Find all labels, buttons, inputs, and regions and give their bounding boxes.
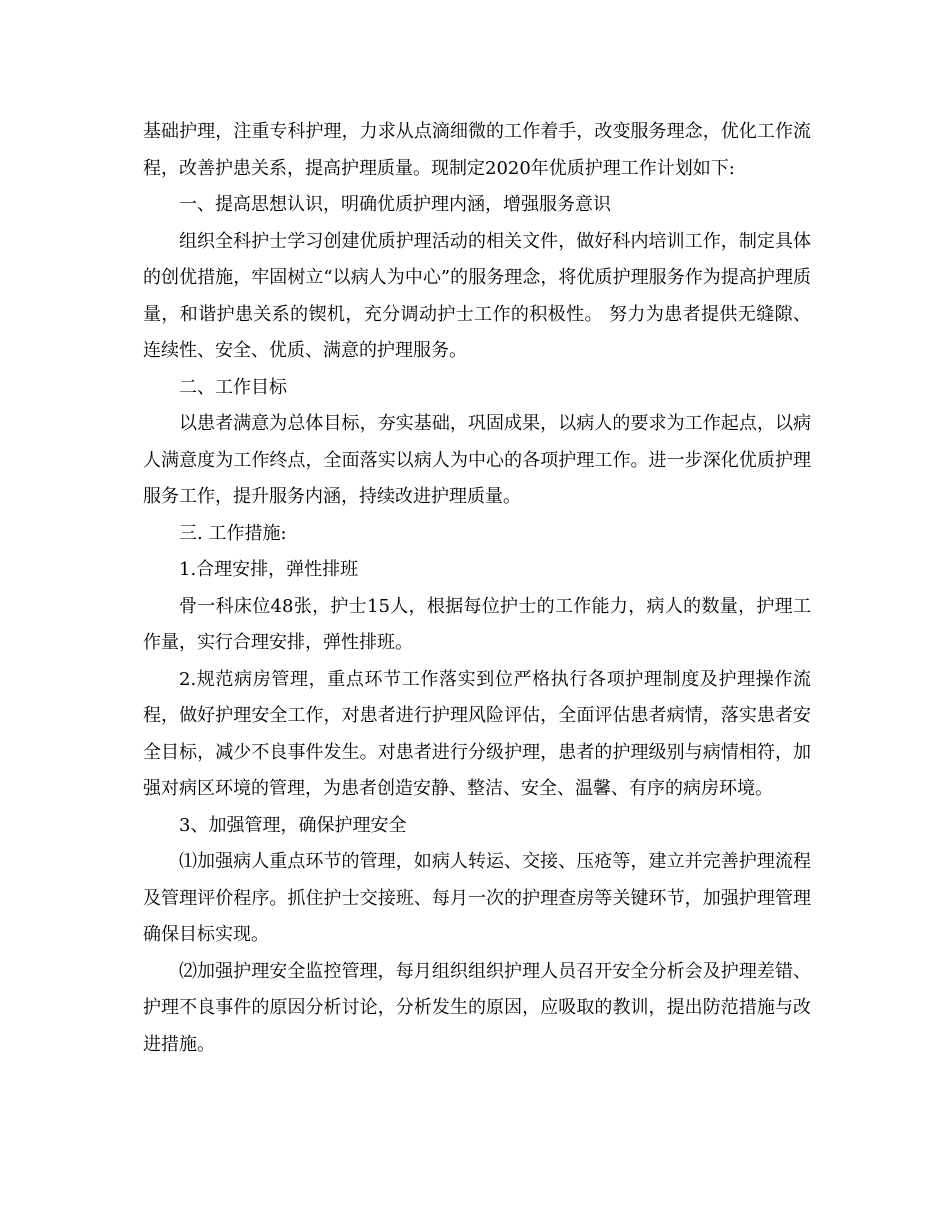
item-3-title: 3、加强管理，确保护理安全 — [179, 814, 407, 836]
paragraph-section-2: 以患者满意为总体目标，夯实基础，巩固成果，以病人的要求为工作起点，以病人满意度为工作终点，全面落实以病人为中心的各项护理工作。进一步深化优质护理服务工作，提升服务内涵，持续改进护理质量。 — [143, 413, 811, 507]
paragraph-section-1: 组织全科护士学习创建优质护理活动的相关文件，做好科内培训工作，制定具体的创优措施，牢固树立“以病人为中心”的服务理念，将优质护理服务作为提高护理质量，和谐护患关系的锲机，充分调动护士工作的积极性。 努力为患者提供无缝隙、连续性、安全、优质、满意的护理服务。 — [143, 230, 811, 361]
item-2-paragraph: 2.规范病房管理，重点环节工作落实到位严格执行各项护理制度及护理操作流程，做好护理安全工作，对患者进行护理风险评估，全面评估患者病情，落实患者安全目标，减少不良事件发生。对患者进行分级护理，患者的护理级别与病情相符，加强对病区环境的管理，为患者创造安静、整洁、安全、温馨、有序的病房环境。 — [143, 668, 811, 799]
paragraph-intro-continuation: 基础护理，注重专科护理，力求从点滴细微的工作着手，改变服务理念，优化工作流程，改善护患关系，提高护理质量。现制定2020年优质护理工作计划如下: — [143, 121, 811, 179]
document-body — [143, 114, 811, 1063]
heading-section-3: 三. 工作措施: — [179, 522, 287, 544]
item-1-title: 1.合理安排，弹性排班 — [179, 559, 359, 580]
heading-section-2: 二、工作目标 — [179, 376, 287, 398]
item-3-sub-1: ⑴加强病人重点环节的管理，如病人转运、交接、压疮等，建立并完善护理流程及管理评价程序。抓住护士交接班、每月一次的护理查房等关键环节，加强护理管理确保目标实现。 — [143, 851, 811, 945]
item-1-body: 骨一科床位48张，护士15人，根据每位护士的工作能力，病人的数量，护理工作量，实行合理安排，弹性排班。 — [143, 595, 811, 653]
item-3-sub-2: ⑵加强护理安全监控管理，每月组织组织护理人员召开安全分析会及护理差错、护理不良事件的原因分析讨论，分析发生的原因，应吸取的教训，提出防范措施与改进措施。 — [143, 960, 811, 1055]
heading-section-1: 一、提高思想认识，明确优质护理内涵，增强服务意识 — [179, 194, 611, 215]
